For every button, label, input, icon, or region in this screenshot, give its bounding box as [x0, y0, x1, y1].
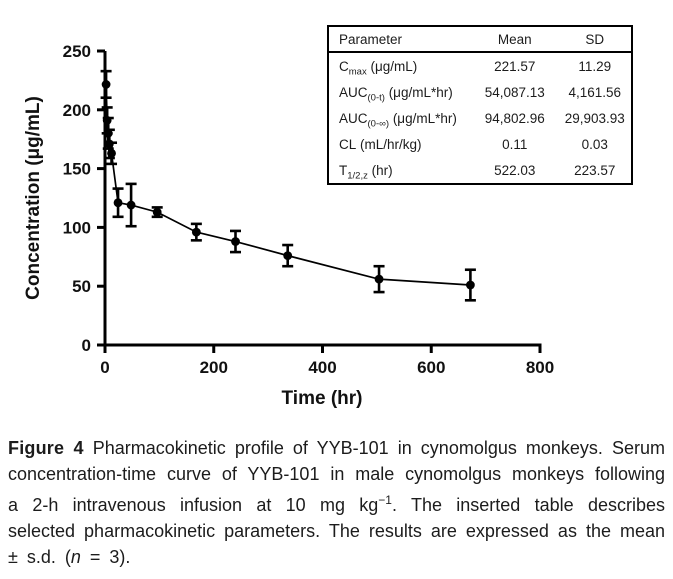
data-point-marker	[153, 208, 162, 217]
table-row-thalf	[329, 157, 631, 183]
parameter-units: (μg/mL*hr)	[389, 111, 457, 126]
data-point-marker	[114, 198, 123, 207]
parameter-subscript: max	[348, 66, 367, 78]
table-row-auc0inf	[329, 105, 631, 131]
mean-value: 0.11	[502, 137, 528, 152]
parameter-name	[329, 105, 471, 131]
table-header-row	[329, 27, 631, 52]
sd-value: 29,903.93	[564, 111, 625, 126]
caption-text-1: Pharmacokinetic profile of YYB-101 in cynomolgus monkeys. Serum concentration-time curve of YYB-101 in male cynomolgus monkeys following a 2-h intravenous infusion at 10 mg kg	[8, 438, 665, 515]
table-header	[329, 27, 631, 52]
x-tick-label: 800	[525, 358, 555, 377]
parameter-name	[329, 52, 471, 79]
sd-value: 11.29	[578, 59, 612, 74]
y-tick-label: 250	[62, 42, 91, 61]
data-point-marker	[104, 129, 113, 138]
column-header-mean: Mean	[471, 27, 559, 52]
sd-value: 4,161.56	[568, 85, 622, 100]
mean-value: 94,802.96	[484, 111, 545, 126]
parameter-subscript: 1/2,z	[347, 170, 368, 182]
data-point-marker	[102, 80, 111, 89]
parameter-subscript: (0-t)	[367, 92, 385, 104]
x-tick-label: 400	[308, 358, 337, 377]
table-row-cl	[329, 131, 631, 157]
parameter-units: (hr)	[367, 163, 393, 178]
column-header-sd: SD	[559, 27, 631, 52]
parameter-base: AUC	[339, 85, 368, 100]
mean-value: 522.03	[494, 163, 536, 178]
caption-text-3: = 3).	[80, 547, 131, 567]
table-row-cmax	[329, 52, 631, 79]
parameter-base: C	[339, 59, 349, 74]
mean-value: 54,087.13	[484, 85, 545, 100]
table-body	[329, 52, 631, 183]
y-axis-title: Concentration (μg/mL)	[23, 96, 44, 300]
sd-value: 223.57	[574, 163, 616, 178]
parameter-subscript: (0-∞)	[367, 118, 390, 130]
data-point-marker	[375, 275, 384, 284]
data-point-marker	[107, 149, 116, 158]
sd-value: 0.03	[581, 137, 608, 152]
y-tick-label: 0	[81, 336, 91, 355]
data-point-marker	[466, 281, 475, 290]
parameter-name	[329, 79, 471, 105]
parameter-base: AUC	[339, 111, 368, 126]
x-tick-label: 200	[199, 358, 228, 377]
table-row-auc0t	[329, 79, 631, 105]
data-point-marker	[103, 116, 112, 125]
data-point-marker	[192, 228, 201, 237]
parameter-units: (μg/mL*hr)	[384, 85, 453, 100]
parameter-name	[329, 157, 471, 183]
parameter-base: CL	[339, 137, 357, 152]
x-tick-label: 600	[417, 358, 446, 377]
y-tick-label: 50	[72, 277, 91, 297]
caption-italic-n: n	[70, 547, 81, 567]
parameter-units: (μg/mL)	[366, 59, 418, 74]
parameter-base: T	[339, 163, 348, 178]
caption-text-2: . The inserted table describes selected pharmacokinetic parameters. The results are expressed as the mean ± s.d. (	[8, 495, 665, 567]
mean-value: 221.57	[494, 59, 536, 74]
figure-caption	[8, 435, 665, 570]
data-point-marker	[283, 251, 292, 260]
data-point-marker	[127, 201, 136, 210]
parameter-name	[329, 131, 471, 157]
figure-caption-label: Figure 4	[8, 438, 84, 458]
pk-parameters-table	[329, 27, 631, 183]
parameter-units: (mL/hr/kg)	[356, 137, 422, 152]
y-tick-label: 150	[62, 159, 91, 179]
data-point-marker	[105, 140, 114, 149]
y-tick-label: 200	[62, 100, 91, 120]
data-point-marker	[231, 237, 240, 246]
caption-superscript: −1	[378, 493, 392, 507]
y-tick-label: 100	[62, 218, 91, 238]
column-header-parameter: Parameter	[329, 27, 471, 52]
x-tick-label: 0	[100, 358, 110, 377]
pk-parameters-inset-table	[327, 25, 633, 185]
x-axis-title: Time (hr)	[281, 388, 363, 409]
